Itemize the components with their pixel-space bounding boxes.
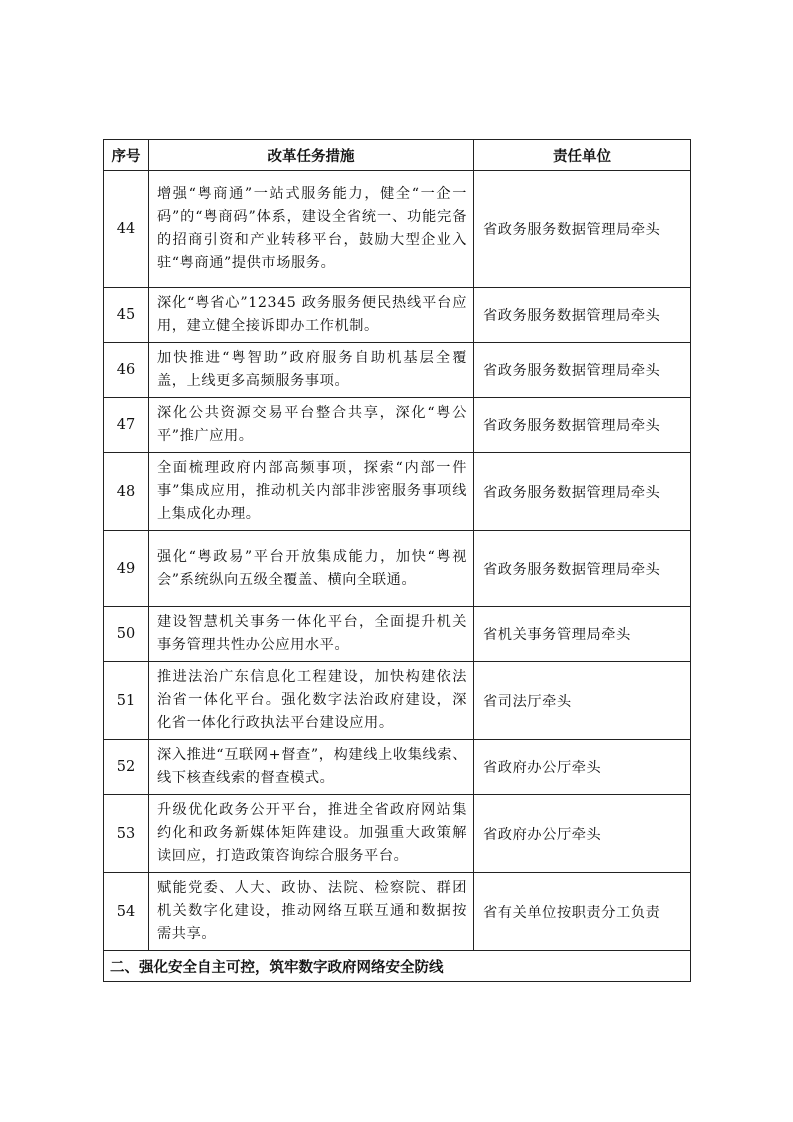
responsible-unit: 省政府办公厅牵头 <box>474 740 691 795</box>
responsible-unit: 省政务服务数据管理局牵头 <box>474 453 691 531</box>
table-row <box>104 343 691 398</box>
reform-measure: 建设智慧机关事务一体化平台，全面提升机关事务管理共性办公应用水平。 <box>149 607 474 662</box>
row-number: 46 <box>104 343 149 398</box>
reform-measure: 加快推进“粤智助”政府服务自助机基层全覆盖，上线更多高频服务事项。 <box>149 343 474 398</box>
header-reform-measures: 改革任务措施 <box>149 140 474 171</box>
table-header-row <box>104 140 691 171</box>
table-row <box>104 873 691 951</box>
table-row <box>104 398 691 453</box>
reform-measure: 强化“粤政易”平台开放集成能力，加快“粤视会”系统纵向五级全覆盖、横向全联通。 <box>149 531 474 607</box>
reform-measure: 全面梳理政府内部高频事项，探索“内部一件事”集成应用，推动机关内部非涉密服务事项线上集成化办理。 <box>149 453 474 531</box>
table-row <box>104 453 691 531</box>
responsible-unit: 省政务服务数据管理局牵头 <box>474 171 691 288</box>
row-number: 51 <box>104 662 149 740</box>
table-row <box>104 171 691 288</box>
responsible-unit: 省政务服务数据管理局牵头 <box>474 288 691 343</box>
responsible-unit: 省政府办公厅牵头 <box>474 795 691 873</box>
row-number: 44 <box>104 171 149 288</box>
reform-measure: 升级优化政务公开平台，推进全省政府网站集约化和政务新媒体矩阵建设。加强重大政策解读回应，打造政策咨询综合服务平台。 <box>149 795 474 873</box>
reform-measure: 深化“粤省心”12345 政务服务便民热线平台应用，建立健全接诉即办工作机制。 <box>149 288 474 343</box>
table-row <box>104 607 691 662</box>
responsible-unit: 省政务服务数据管理局牵头 <box>474 398 691 453</box>
row-number: 49 <box>104 531 149 607</box>
reform-measure: 增强“粤商通”一站式服务能力，健全“一企一码”的“粤商码”体系，建设全省统一、功能完备的招商引资和产业转移平台，鼓励大型企业入驻“粤商通”提供市场服务。 <box>149 171 474 288</box>
header-serial-number: 序号 <box>104 140 149 171</box>
row-number: 54 <box>104 873 149 951</box>
section-heading-row <box>104 951 691 982</box>
reform-measure: 推进法治广东信息化工程建设，加快构建依法治省一体化平台。强化数字法治政府建设，深化省一体化行政执法平台建设应用。 <box>149 662 474 740</box>
responsible-unit: 省政务服务数据管理局牵头 <box>474 531 691 607</box>
table-row <box>104 662 691 740</box>
row-number: 53 <box>104 795 149 873</box>
row-number: 50 <box>104 607 149 662</box>
row-number: 52 <box>104 740 149 795</box>
section-heading: 二、强化安全自主可控，筑牢数字政府网络安全防线 <box>104 951 691 982</box>
responsible-unit: 省机关事务管理局牵头 <box>474 607 691 662</box>
header-responsible-unit: 责任单位 <box>474 140 691 171</box>
responsible-unit: 省政务服务数据管理局牵头 <box>474 343 691 398</box>
reform-measure: 深入推进“互联网+督查”，构建线上收集线索、线下核查线索的督查模式。 <box>149 740 474 795</box>
responsible-unit: 省司法厅牵头 <box>474 662 691 740</box>
row-number: 45 <box>104 288 149 343</box>
table-row <box>104 795 691 873</box>
row-number: 47 <box>104 398 149 453</box>
table-row <box>104 740 691 795</box>
table-row <box>104 288 691 343</box>
table-row <box>104 531 691 607</box>
reform-measure: 赋能党委、人大、政协、法院、检察院、群团机关数字化建设，推动网络互联互通和数据按需共享。 <box>149 873 474 951</box>
row-number: 48 <box>104 453 149 531</box>
reform-measure: 深化公共资源交易平台整合共享，深化“粤公平”推广应用。 <box>149 398 474 453</box>
responsible-unit: 省有关单位按职责分工负责 <box>474 873 691 951</box>
reform-tasks-table <box>103 139 691 982</box>
